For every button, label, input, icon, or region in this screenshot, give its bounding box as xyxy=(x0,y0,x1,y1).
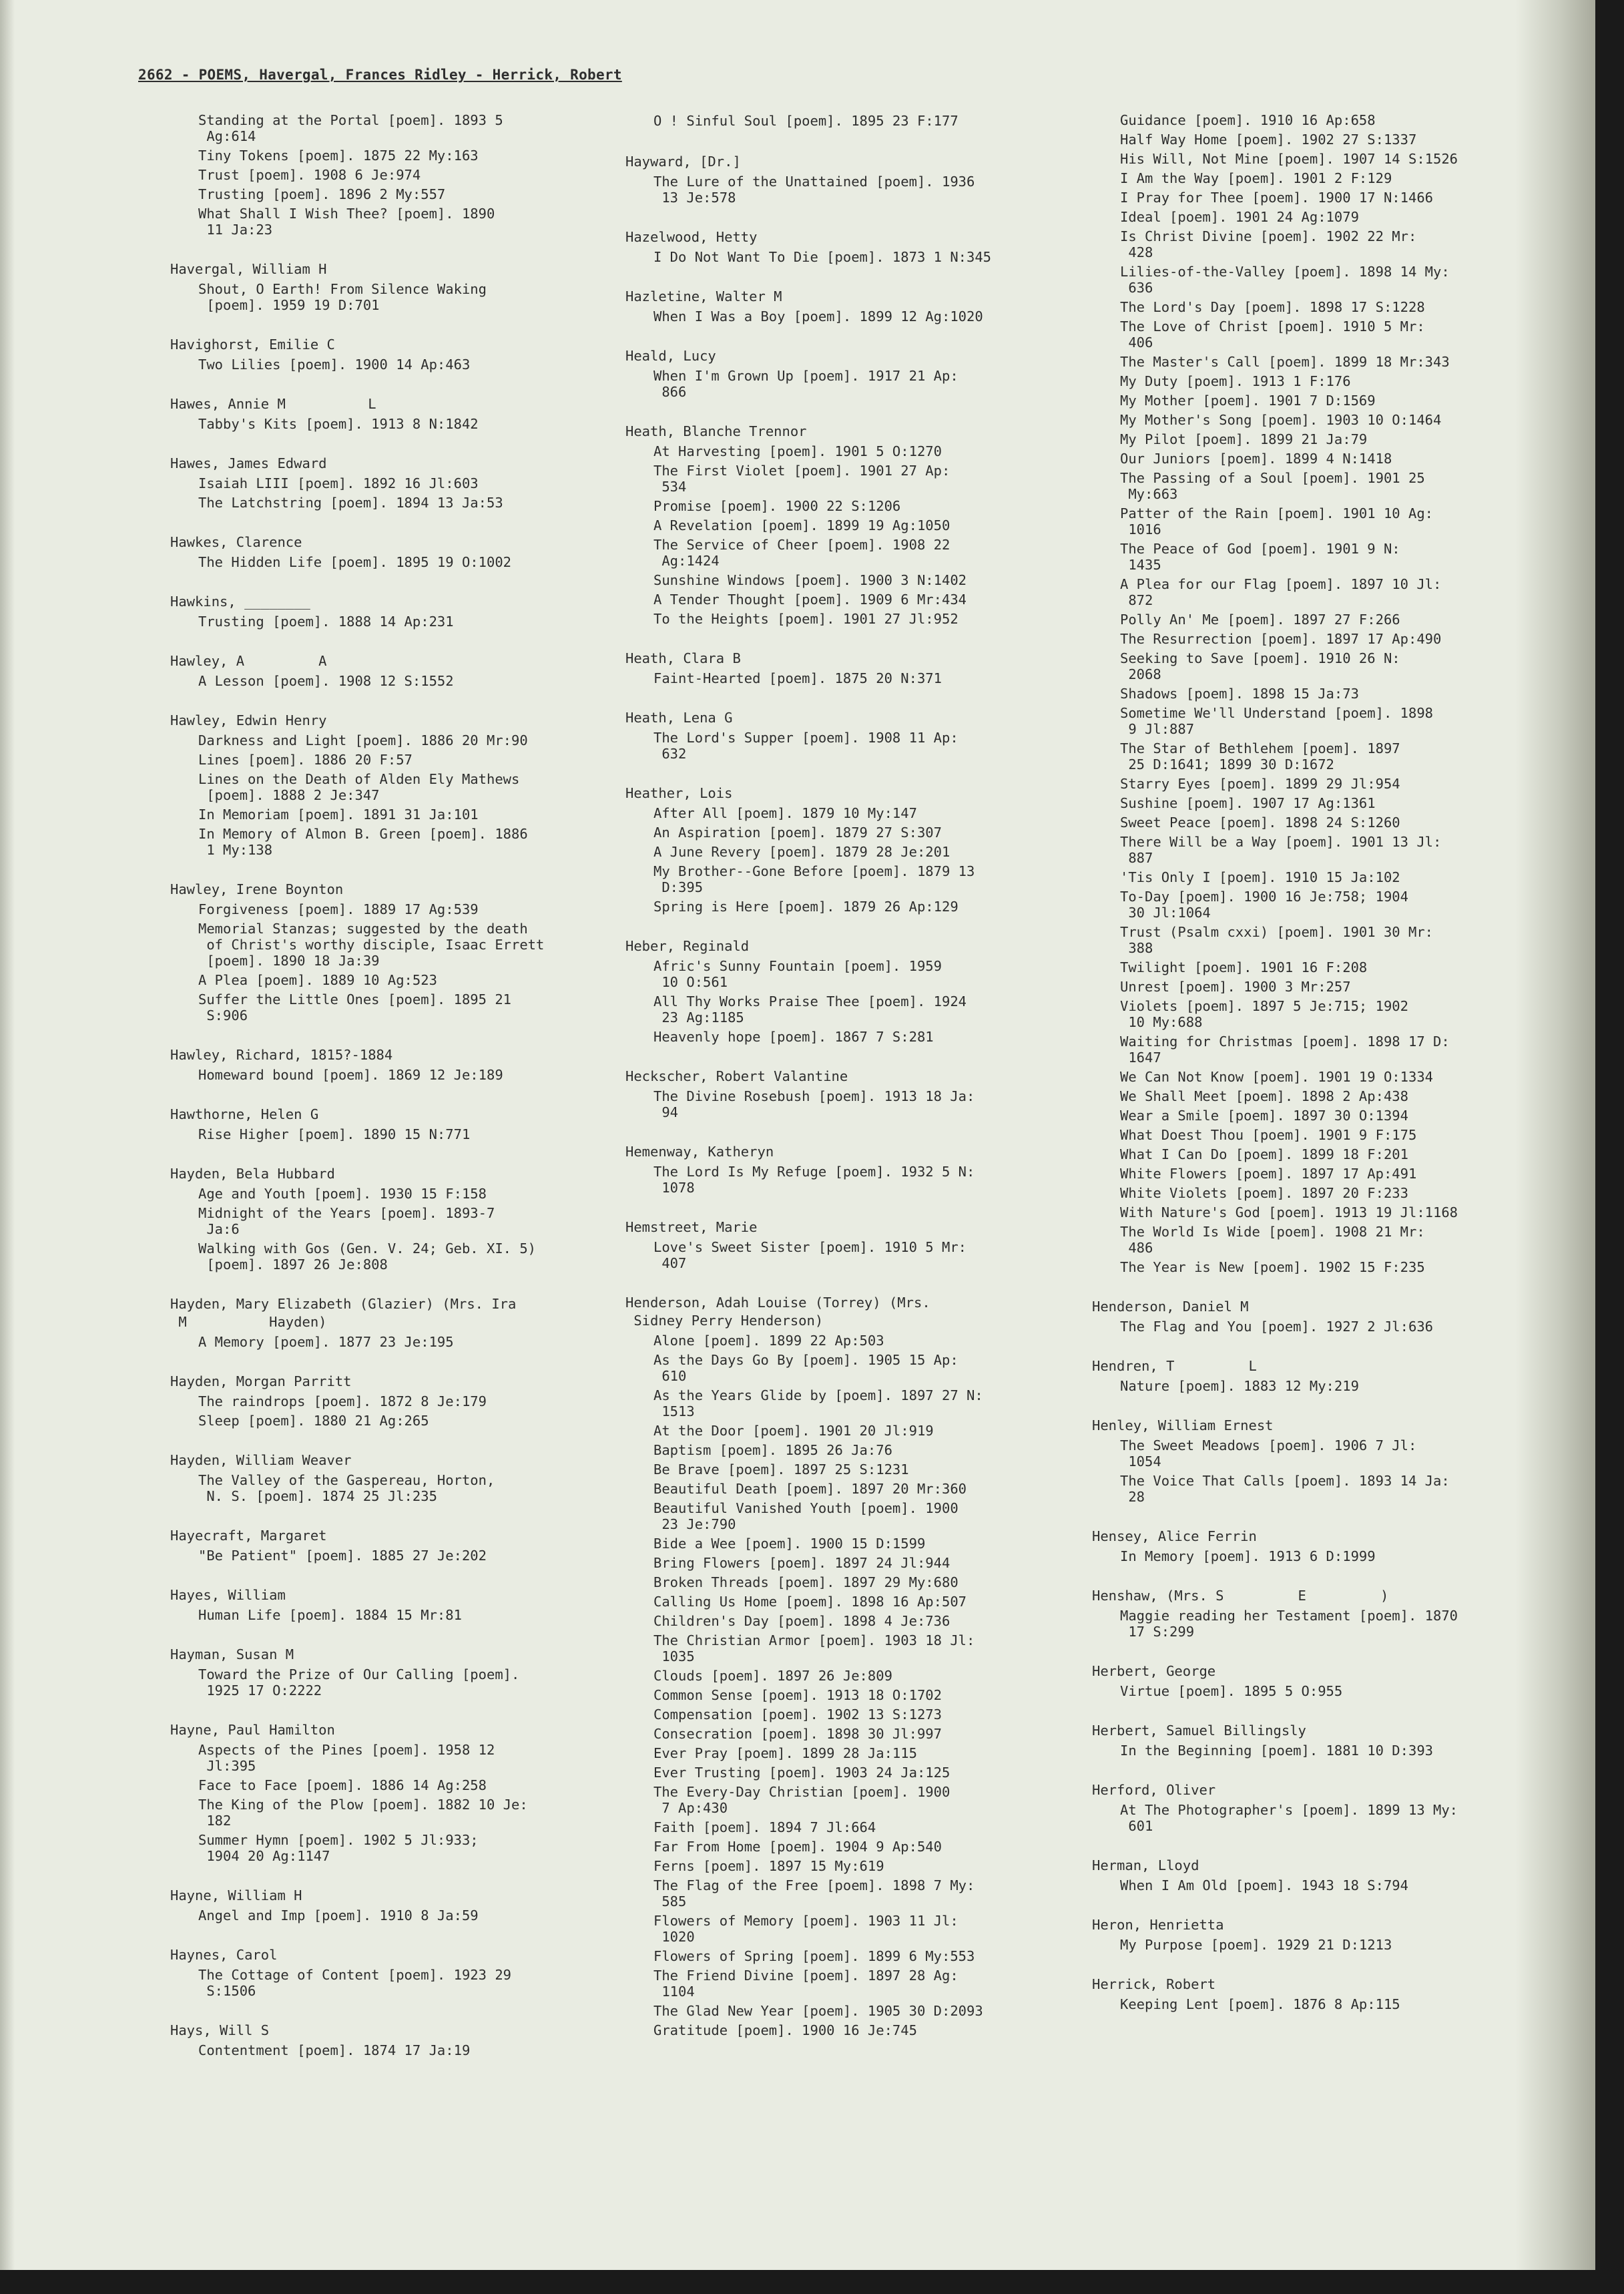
index-entry: Walking with Gos (Gen. V. 24; Geb. XI. 5) [poem]. 1897 26 Je:808 xyxy=(198,1240,537,1273)
index-entry: In Memoriam [poem]. 1891 31 Ja:101 xyxy=(198,807,479,823)
index-entry: Forgiveness [poem]. 1889 17 Ag:539 xyxy=(198,901,479,917)
index-entry: My Brother--Gone Before [poem]. 1879 13 D:395 xyxy=(653,863,975,895)
index-entry: My Pilot [poem]. 1899 21 Ja:79 xyxy=(1120,431,1368,447)
index-group xyxy=(625,709,1066,762)
index-entry: The raindrops [poem]. 1872 8 Je:179 xyxy=(198,1393,487,1409)
index-entry: The Christian Armor [poem]. 1903 18 Jl: 1035 xyxy=(653,1632,975,1664)
index-group xyxy=(1092,1916,1553,1953)
author-heading: Herman, Lloyd xyxy=(1092,1857,1199,1873)
index-entry: Ideal [poem]. 1901 24 Ag:1079 xyxy=(1120,209,1359,225)
index-group xyxy=(170,395,611,432)
index-entry: "Be Patient" [poem]. 1885 27 Je:202 xyxy=(198,1548,487,1564)
index-entry: Age and Youth [poem]. 1930 15 F:158 xyxy=(198,1186,487,1202)
index-entry: Afric's Sunny Fountain [poem]. 1959 10 O:561 xyxy=(653,958,942,990)
index-entry: Gratitude [poem]. 1900 16 Je:745 xyxy=(653,2022,917,2038)
index-entry: The Hidden Life [poem]. 1895 19 O:1002 xyxy=(198,554,511,570)
index-entry: Be Brave [poem]. 1897 25 S:1231 xyxy=(653,1461,909,1477)
index-entry: Ferns [poem]. 1897 15 My:619 xyxy=(653,1858,884,1874)
index-entry: What Shall I Wish Thee? [poem]. 1890 11 Ja:23 xyxy=(198,206,495,238)
index-entry: Bide a Wee [poem]. 1900 15 D:1599 xyxy=(653,1536,926,1552)
index-entry: Sweet Peace [poem]. 1898 24 S:1260 xyxy=(1120,815,1400,831)
page-left-edge xyxy=(0,0,15,2270)
index-group xyxy=(625,153,1066,206)
index-entry: At the Door [poem]. 1901 20 Jl:919 xyxy=(653,1423,934,1439)
index-entry: His Will, Not Mine [poem]. 1907 14 S:1526 xyxy=(1120,151,1458,167)
index-group xyxy=(625,112,1066,130)
author-heading: Hawkes, Clarence xyxy=(170,534,302,550)
index-entry: Children's Day [poem]. 1898 4 Je:736 xyxy=(653,1613,951,1629)
index-entry: A June Revery [poem]. 1879 28 Je:201 xyxy=(653,844,951,860)
index-group xyxy=(625,228,1066,265)
author-heading: Heron, Henrietta xyxy=(1092,1917,1224,1933)
author-heading: Heath, Clara B xyxy=(625,650,741,666)
index-entry: The Cottage of Content [poem]. 1923 29 S:1506 xyxy=(198,1967,511,1999)
index-entry: In the Beginning [poem]. 1881 10 D:393 xyxy=(1120,1743,1433,1759)
index-entry: Summer Hymn [poem]. 1902 5 Jl:933; 1904 20 Ag:1147 xyxy=(198,1832,479,1864)
index-entry: Calling Us Home [poem]. 1898 16 Ap:507 xyxy=(653,1594,967,1610)
index-entry: Consecration [poem]. 1898 30 Jl:997 xyxy=(653,1726,942,1742)
author-heading: Hayden, William Weaver xyxy=(170,1452,352,1468)
index-group xyxy=(1092,1976,1553,2012)
index-group xyxy=(625,650,1066,686)
index-group xyxy=(625,1294,1066,2038)
index-entry: To the Heights [poem]. 1901 27 Jl:952 xyxy=(653,611,959,627)
index-group xyxy=(625,1143,1066,1196)
index-group xyxy=(170,1586,611,1623)
index-entry: At Harvesting [poem]. 1901 5 O:1270 xyxy=(653,443,942,459)
index-entry: What Doest Thou [poem]. 1901 9 F:175 xyxy=(1120,1127,1417,1143)
index-group xyxy=(170,1946,611,1999)
index-entry: Lines [poem]. 1886 20 F:57 xyxy=(198,752,413,768)
index-entry: Virtue [poem]. 1895 5 O:955 xyxy=(1120,1683,1343,1699)
index-group xyxy=(1092,1528,1553,1564)
index-entry: The Resurrection [poem]. 1897 17 Ap:490 xyxy=(1120,631,1442,647)
index-entry: Love's Sweet Sister [poem]. 1910 5 Mr: 407 xyxy=(653,1239,967,1271)
index-entry: Contentment [poem]. 1874 17 Ja:19 xyxy=(198,2042,471,2058)
index-entry: Memorial Stanzas; suggested by the death of Christ's worthy disciple, Isaac Errett [poem]. 1890 18 Ja:39 xyxy=(198,921,545,969)
index-entry: Broken Threads [poem]. 1897 29 My:680 xyxy=(653,1574,959,1590)
index-entry: I Am the Way [poem]. 1901 2 F:129 xyxy=(1120,170,1392,186)
index-entry: White Violets [poem]. 1897 20 F:233 xyxy=(1120,1185,1408,1201)
index-entry: Suffer the Little Ones [poem]. 1895 21 S:906 xyxy=(198,991,511,1023)
index-group xyxy=(1092,1357,1553,1394)
index-entry: Lines on the Death of Alden Ely Mathews [poem]. 1888 2 Je:347 xyxy=(198,771,520,803)
index-entry: Common Sense [poem]. 1913 18 O:1702 xyxy=(653,1687,942,1703)
index-group xyxy=(1092,1587,1553,1640)
index-entry: Clouds [poem]. 1897 26 Je:809 xyxy=(653,1668,892,1684)
index-entry: White Flowers [poem]. 1897 17 Ap:491 xyxy=(1120,1166,1417,1182)
index-entry: Polly An' Me [poem]. 1897 27 F:266 xyxy=(1120,612,1400,628)
index-entry: Face to Face [poem]. 1886 14 Ag:258 xyxy=(198,1777,487,1793)
index-entry: Alone [poem]. 1899 22 Ap:503 xyxy=(653,1333,884,1349)
index-entry: The Latchstring [poem]. 1894 13 Ja:53 xyxy=(198,495,503,511)
author-heading: Heber, Reginald xyxy=(625,938,750,954)
author-heading: Herbert, George xyxy=(1092,1663,1216,1679)
index-entry: Angel and Imp [poem]. 1910 8 Ja:59 xyxy=(198,1907,479,1923)
index-group xyxy=(625,423,1066,627)
index-group xyxy=(1092,1781,1553,1834)
author-heading: Hawley, Richard, 1815?-1884 xyxy=(170,1047,393,1063)
index-entry: The Every-Day Christian [poem]. 1900 7 Ap:430 xyxy=(653,1784,951,1816)
index-group xyxy=(170,1451,611,1504)
index-entry: Isaiah LIII [poem]. 1892 16 Jl:603 xyxy=(198,475,479,491)
index-entry: The Star of Bethlehem [poem]. 1897 25 D:1641; 1899 30 D:1672 xyxy=(1120,740,1400,772)
index-entry: The Sweet Meadows [poem]. 1906 7 Jl: 1054 xyxy=(1120,1437,1417,1469)
index-entry: The Friend Divine [poem]. 1897 28 Ag: 1104 xyxy=(653,1968,959,2000)
index-group xyxy=(170,533,611,570)
index-group xyxy=(625,1068,1066,1120)
index-entry: All Thy Works Praise Thee [poem]. 1924 23 Ag:1185 xyxy=(653,993,967,1025)
index-entry: The Divine Rosebush [poem]. 1913 18 Ja: 94 xyxy=(653,1088,975,1120)
author-heading: Hawthorne, Helen G xyxy=(170,1106,319,1122)
index-entry: As the Days Go By [poem]. 1905 15 Ap: 610 xyxy=(653,1352,959,1384)
index-group xyxy=(170,1721,611,1864)
index-entry: A Lesson [poem]. 1908 12 S:1552 xyxy=(198,673,454,689)
author-heading: Heckscher, Robert Valantine xyxy=(625,1068,848,1084)
index-entry: Guidance [poem]. 1910 16 Ap:658 xyxy=(1120,112,1376,128)
running-head: 2662 - POEMS, Havergal, Frances Ridley - Herrick, Robert xyxy=(138,67,622,83)
index-entry: Two Lilies [poem]. 1900 14 Ap:463 xyxy=(198,357,471,373)
index-entry: Starry Eyes [poem]. 1899 29 Jl:954 xyxy=(1120,776,1400,792)
index-entry: Far From Home [poem]. 1904 9 Ap:540 xyxy=(653,1839,942,1855)
index-entry: Homeward bound [poem]. 1869 12 Je:189 xyxy=(198,1067,503,1083)
index-entry: In Memory [poem]. 1913 6 D:1999 xyxy=(1120,1548,1376,1564)
index-entry: Standing at the Portal [poem]. 1893 5 Ag:614 xyxy=(198,112,503,144)
index-entry: As the Years Glide by [poem]. 1897 27 N: 1513 xyxy=(653,1387,983,1419)
index-group xyxy=(170,455,611,511)
author-heading: Hawley, Irene Boynton xyxy=(170,881,344,897)
author-heading: Hawkins, ________ xyxy=(170,594,310,610)
index-entry: Half Way Home [poem]. 1902 27 S:1337 xyxy=(1120,132,1417,148)
index-group xyxy=(625,937,1066,1045)
index-entry: Rise Higher [poem]. 1890 15 N:771 xyxy=(198,1126,471,1142)
index-entry: The Master's Call [poem]. 1899 18 Mr:343 xyxy=(1120,354,1450,370)
author-heading: Hayden, Morgan Parritt xyxy=(170,1373,352,1389)
index-group xyxy=(170,1106,611,1142)
index-entry: The Lure of the Unattained [poem]. 1936 13 Je:578 xyxy=(653,174,975,206)
author-heading: Henley, William Ernest xyxy=(1092,1417,1274,1433)
index-entry: In Memory of Almon B. Green [poem]. 1886 1 My:138 xyxy=(198,826,528,858)
index-entry: The Voice That Calls [poem]. 1893 14 Ja: 28 xyxy=(1120,1473,1450,1505)
index-entry: Nature [poem]. 1883 12 My:219 xyxy=(1120,1378,1359,1394)
index-entry: We Shall Meet [poem]. 1898 2 Ap:438 xyxy=(1120,1088,1408,1104)
index-entry: My Duty [poem]. 1913 1 F:176 xyxy=(1120,373,1351,389)
author-heading: Henshaw, (Mrs. S E ) xyxy=(1092,1588,1389,1604)
index-group xyxy=(1092,112,1553,1275)
index-entry: The Year is New [poem]. 1902 15 F:235 xyxy=(1120,1259,1425,1275)
author-heading: Hayes, William xyxy=(170,1587,286,1603)
author-heading: Havighorst, Emilie C xyxy=(170,336,335,353)
index-entry: Shadows [poem]. 1898 15 Ja:73 xyxy=(1120,686,1359,702)
index-entry: The First Violet [poem]. 1901 27 Ap: 534 xyxy=(653,463,951,495)
index-group xyxy=(170,1046,611,1083)
index-entry: After All [poem]. 1879 10 My:147 xyxy=(653,805,917,821)
index-entry: Bring Flowers [poem]. 1897 24 Jl:944 xyxy=(653,1555,951,1571)
index-entry: Compensation [poem]. 1902 13 S:1273 xyxy=(653,1706,942,1723)
index-entry: The Lord's Day [poem]. 1898 17 S:1228 xyxy=(1120,299,1425,315)
index-group xyxy=(170,1295,611,1350)
index-entry: An Aspiration [poem]. 1879 27 S:307 xyxy=(653,825,942,841)
index-entry: 'Tis Only I [poem]. 1910 15 Ja:102 xyxy=(1120,869,1400,885)
index-group xyxy=(625,347,1066,400)
index-entry: Beautiful Vanished Youth [poem]. 1900 23 Je:790 xyxy=(653,1500,959,1532)
index-entry: Darkness and Light [poem]. 1886 20 Mr:90 xyxy=(198,732,528,748)
author-heading: Hays, Will S xyxy=(170,2022,270,2038)
index-entry: The Lord Is My Refuge [poem]. 1932 5 N: 1078 xyxy=(653,1164,975,1196)
index-entry: Beautiful Death [poem]. 1897 20 Mr:360 xyxy=(653,1481,967,1497)
author-heading: Hemenway, Katheryn xyxy=(625,1144,774,1160)
index-entry: Keeping Lent [poem]. 1876 8 Ap:115 xyxy=(1120,1996,1400,2012)
index-entry: Twilight [poem]. 1901 16 F:208 xyxy=(1120,959,1368,975)
index-group xyxy=(170,1887,611,1923)
index-entry: Lilies-of-the-Valley [poem]. 1898 14 My: 636 xyxy=(1120,264,1450,296)
author-heading: Hayman, Susan M xyxy=(170,1646,294,1662)
index-group xyxy=(170,260,611,313)
index-entry: What I Can Do [poem]. 1899 18 F:201 xyxy=(1120,1146,1408,1162)
author-heading: Herford, Oliver xyxy=(1092,1782,1216,1798)
author-heading: Hensey, Alice Ferrin xyxy=(1092,1528,1257,1544)
index-entry: We Can Not Know [poem]. 1901 19 O:1334 xyxy=(1120,1069,1433,1085)
index-entry: A Memory [poem]. 1877 23 Je:195 xyxy=(198,1334,454,1350)
index-entry: The World Is Wide [poem]. 1908 21 Mr: 486 xyxy=(1120,1224,1425,1256)
author-heading: Haynes, Carol xyxy=(170,1947,278,1963)
index-entry: The Lord's Supper [poem]. 1908 11 Ap: 632 xyxy=(653,730,959,762)
index-group xyxy=(170,1527,611,1564)
index-entry: Human Life [poem]. 1884 15 Mr:81 xyxy=(198,1607,462,1623)
index-entry: Aspects of the Pines [poem]. 1958 12 Jl:395 xyxy=(198,1742,495,1774)
index-entry: Heavenly hope [poem]. 1867 7 S:281 xyxy=(653,1029,934,1045)
index-entry: Trusting [poem]. 1896 2 My:557 xyxy=(198,186,446,202)
author-heading: Hayden, Mary Elizabeth (Glazier) (Mrs. Ira M Hayden) xyxy=(170,1296,517,1330)
author-heading: Heald, Lucy xyxy=(625,348,716,364)
index-group xyxy=(170,1373,611,1429)
index-group xyxy=(1092,1857,1553,1893)
index-entry: Faith [poem]. 1894 7 Jl:664 xyxy=(653,1819,876,1835)
index-entry: Ever Trusting [poem]. 1903 24 Ja:125 xyxy=(653,1765,951,1781)
index-entry: A Tender Thought [poem]. 1909 6 Mr:434 xyxy=(653,592,967,608)
index-entry: The Love of Christ [poem]. 1910 5 Mr: 406 xyxy=(1120,318,1425,351)
index-entry: I Pray for Thee [poem]. 1900 17 N:1466 xyxy=(1120,190,1433,206)
index-entry: Tabby's Kits [poem]. 1913 8 N:1842 xyxy=(198,416,479,432)
index-entry: Promise [poem]. 1900 22 S:1206 xyxy=(653,498,901,514)
author-heading: Herbert, Samuel Billingsly xyxy=(1092,1723,1306,1739)
index-entry: Unrest [poem]. 1900 3 Mr:257 xyxy=(1120,979,1351,995)
index-entry: Wear a Smile [poem]. 1897 30 O:1394 xyxy=(1120,1108,1408,1124)
index-entry: Sunshine Windows [poem]. 1900 3 N:1402 xyxy=(653,572,967,588)
index-entry: Shout, O Earth! From Silence Waking [poem]. 1959 19 D:701 xyxy=(198,281,487,313)
author-heading: Heather, Lois xyxy=(625,785,733,801)
index-group xyxy=(1092,1662,1553,1699)
author-heading: Hemstreet, Marie xyxy=(625,1219,758,1235)
index-entry: Faint-Hearted [poem]. 1875 20 N:371 xyxy=(653,670,942,686)
index-entry: The Peace of God [poem]. 1901 9 N: 1435 xyxy=(1120,541,1400,573)
author-heading: Henderson, Adah Louise (Torrey) (Mrs. Sidney Perry Henderson) xyxy=(625,1295,930,1329)
index-entry: The Flag and You [poem]. 1927 2 Jl:636 xyxy=(1120,1319,1433,1335)
index-entry: When I'm Grown Up [poem]. 1917 21 Ap: 866 xyxy=(653,368,959,400)
page-edge-shadow xyxy=(1515,0,1595,2270)
index-entry: Patter of the Rain [poem]. 1901 10 Ag: 1016 xyxy=(1120,505,1433,537)
index-group xyxy=(1092,1417,1553,1505)
author-heading: Heath, Blanche Trennor xyxy=(625,423,807,439)
index-entry: The Glad New Year [poem]. 1905 30 D:2093 xyxy=(653,2003,983,2019)
author-heading: Hawes, Annie M L xyxy=(170,396,376,412)
author-heading: Hazelwood, Hetty xyxy=(625,229,758,245)
index-entry: Ever Pray [poem]. 1899 28 Ja:115 xyxy=(653,1745,917,1761)
index-group xyxy=(170,593,611,630)
index-entry: At The Photographer's [poem]. 1899 13 My: 601 xyxy=(1120,1802,1458,1834)
index-entry: Maggie reading her Testament [poem]. 1870 17 S:299 xyxy=(1120,1608,1458,1640)
author-heading: Henderson, Daniel M xyxy=(1092,1299,1249,1315)
column-3 xyxy=(1092,112,1553,2035)
index-group xyxy=(170,881,611,1023)
index-entry: Our Juniors [poem]. 1899 4 N:1418 xyxy=(1120,451,1392,467)
author-heading: Hayne, Paul Hamilton xyxy=(170,1722,335,1738)
index-entry: To-Day [poem]. 1900 16 Je:758; 1904 30 Jl:1064 xyxy=(1120,889,1408,921)
author-heading: Hawley, A A xyxy=(170,653,327,669)
index-entry: Spring is Here [poem]. 1879 26 Ap:129 xyxy=(653,899,959,915)
index-group xyxy=(625,288,1066,324)
index-group xyxy=(170,1646,611,1698)
index-entry: A Revelation [poem]. 1899 19 Ag:1050 xyxy=(653,517,951,533)
index-entry: The King of the Plow [poem]. 1882 10 Je: 182 xyxy=(198,1797,528,1829)
author-heading: Hawes, James Edward xyxy=(170,455,327,471)
index-group xyxy=(170,712,611,858)
index-entry: Sushine [poem]. 1907 17 Ag:1361 xyxy=(1120,795,1376,811)
index-entry: O ! Sinful Soul [poem]. 1895 23 F:177 xyxy=(653,113,959,129)
index-entry: Sometime We'll Understand [poem]. 1898 9 Jl:887 xyxy=(1120,705,1433,737)
index-entry: With Nature's God [poem]. 1913 19 Jl:1168 xyxy=(1120,1204,1458,1220)
index-entry: Sleep [poem]. 1880 21 Ag:265 xyxy=(198,1413,429,1429)
index-entry: The Flag of the Free [poem]. 1898 7 My: 585 xyxy=(653,1877,975,1909)
index-group xyxy=(170,1165,611,1273)
author-heading: Herrick, Robert xyxy=(1092,1976,1216,1992)
index-entry: The Valley of the Gaspereau, Horton, N. S. [poem]. 1874 25 Jl:235 xyxy=(198,1472,495,1504)
index-entry: My Purpose [poem]. 1929 21 D:1213 xyxy=(1120,1937,1392,1953)
author-heading: Hayward, [Dr.] xyxy=(625,154,741,170)
index-entry: Flowers of Spring [poem]. 1899 6 My:553 xyxy=(653,1948,975,1964)
author-heading: Hazletine, Walter M xyxy=(625,288,782,304)
index-group xyxy=(625,784,1066,915)
index-entry: Midnight of the Years [poem]. 1893-7 Ja:6 xyxy=(198,1205,495,1237)
author-heading: Hayden, Bela Hubbard xyxy=(170,1166,335,1182)
index-entry: When I Was a Boy [poem]. 1899 12 Ag:1020 xyxy=(653,308,983,324)
index-group xyxy=(1092,1722,1553,1759)
column-1 xyxy=(170,112,611,2081)
index-entry: Flowers of Memory [poem]. 1903 11 Jl: 1020 xyxy=(653,1913,959,1945)
author-heading: Havergal, William H xyxy=(170,261,327,277)
index-entry: Violets [poem]. 1897 5 Je:715; 1902 10 My:688 xyxy=(1120,998,1408,1030)
index-entry: Tiny Tokens [poem]. 1875 22 My:163 xyxy=(198,148,479,164)
index-group xyxy=(170,336,611,373)
index-group xyxy=(170,2022,611,2058)
index-group xyxy=(1092,1298,1553,1335)
index-entry: Waiting for Christmas [poem]. 1898 17 D: 1647 xyxy=(1120,1034,1450,1066)
author-heading: Heath, Lena G xyxy=(625,710,733,726)
author-heading: Hayecraft, Margaret xyxy=(170,1528,327,1544)
index-entry: I Do Not Want To Die [poem]. 1873 1 N:345 xyxy=(653,249,992,265)
index-entry: The Service of Cheer [poem]. 1908 22 Ag:1424 xyxy=(653,537,951,569)
index-entry: Toward the Prize of Our Calling [poem]. 1925 17 O:2222 xyxy=(198,1666,520,1698)
index-group xyxy=(625,1218,1066,1271)
index-entry: Seeking to Save [poem]. 1910 26 N: 2068 xyxy=(1120,650,1400,682)
index-entry: My Mother's Song [poem]. 1903 10 O:1464 xyxy=(1120,412,1442,428)
index-entry: A Plea for our Flag [poem]. 1897 10 Jl: 872 xyxy=(1120,576,1442,608)
index-entry: Trust [poem]. 1908 6 Je:974 xyxy=(198,167,421,183)
index-entry: A Plea [poem]. 1889 10 Ag:523 xyxy=(198,972,437,988)
author-heading: Hayne, William H xyxy=(170,1887,302,1903)
index-entry: My Mother [poem]. 1901 7 D:1569 xyxy=(1120,393,1376,409)
author-heading: Hawley, Edwin Henry xyxy=(170,712,327,728)
index-group xyxy=(170,112,611,238)
index-entry: Trust (Psalm cxxi) [poem]. 1901 30 Mr: 388 xyxy=(1120,924,1433,956)
index-group xyxy=(170,652,611,689)
index-entry: There Will be a Way [poem]. 1901 13 Jl: 887 xyxy=(1120,834,1442,866)
index-entry: The Passing of a Soul [poem]. 1901 25 My:663 xyxy=(1120,470,1425,502)
index-entry: Trusting [poem]. 1888 14 Ap:231 xyxy=(198,614,454,630)
index-entry: Baptism [poem]. 1895 26 Ja:76 xyxy=(653,1442,892,1458)
author-heading: Hendren, T L xyxy=(1092,1358,1257,1374)
column-2 xyxy=(625,112,1066,2061)
index-entry: Is Christ Divine [poem]. 1902 22 Mr: 428 xyxy=(1120,228,1417,260)
index-entry: When I Am Old [poem]. 1943 18 S:794 xyxy=(1120,1877,1408,1893)
